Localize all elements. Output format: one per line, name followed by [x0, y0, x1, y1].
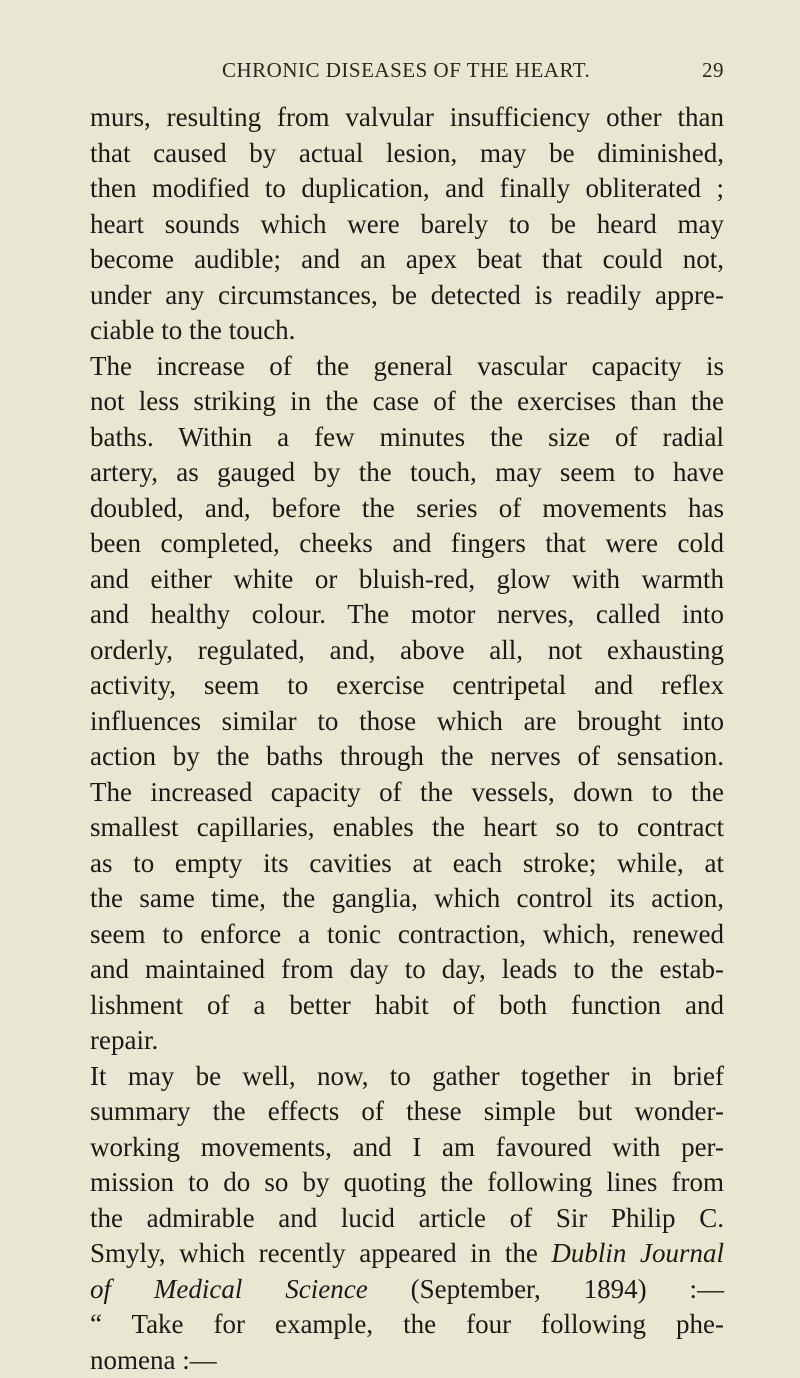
text-line: mission to do so by quoting the following lines from — [90, 1165, 724, 1201]
line-text: Smyly, which recently appeared in the — [90, 1238, 551, 1268]
text-line: the admirable and lucid article of Sir Philip C. — [90, 1201, 724, 1237]
text-line: murs, resulting from valvular insufficiency other than — [90, 100, 724, 136]
text-line: activity, seem to exercise centripetal and reflex — [90, 668, 724, 704]
line-text: (September, 1894) :— — [368, 1274, 724, 1304]
text-line: “ Take for example, the four following phe- — [90, 1307, 724, 1343]
text-line: and either white or bluish-red, glow with warmth — [90, 562, 724, 598]
text-line: lishment of a better habit of both function and — [90, 988, 724, 1024]
text-line: The increased capacity of the vessels, down to the — [90, 775, 724, 811]
text-line: and healthy colour. The motor nerves, called into — [90, 597, 724, 633]
running-head — [90, 58, 724, 84]
text-line: that caused by actual lesion, may be diminished, — [90, 136, 724, 172]
text-line: then modified to duplication, and finally obliterated ; — [90, 171, 724, 207]
text-line: heart sounds which were barely to be heard may — [90, 207, 724, 243]
text-line: under any circumstances, be detected is readily appre- — [90, 278, 724, 314]
text-line: artery, as gauged by the touch, may seem to have — [90, 455, 724, 491]
text-line: the same time, the ganglia, which control its action, — [90, 881, 724, 917]
text-line: orderly, regulated, and, above all, not exhausting — [90, 633, 724, 669]
text-line: as to empty its cavities at each stroke; while, at — [90, 846, 724, 882]
text-line — [90, 1272, 724, 1308]
text-line: nomena :— — [90, 1343, 724, 1378]
page-number: 29 — [702, 58, 724, 83]
text-line: not less striking in the case of the exercises than the — [90, 384, 724, 420]
body-text — [90, 100, 724, 1378]
text-line: The increase of the general vascular capacity is — [90, 349, 724, 385]
text-line: and maintained from day to day, leads to the estab- — [90, 952, 724, 988]
text-line: summary the effects of these simple but wonder- — [90, 1094, 724, 1130]
text-line: become audible; and an apex beat that could not, — [90, 242, 724, 278]
text-line: smallest capillaries, enables the heart so to contract — [90, 810, 724, 846]
running-title: CHRONIC DISEASES OF THE HEART. — [222, 58, 590, 83]
text-line: been completed, cheeks and fingers that were cold — [90, 526, 724, 562]
text-line: ciable to the touch. — [90, 313, 724, 349]
text-line: It may be well, now, to gather together in brief — [90, 1059, 724, 1095]
italic-text: Dublin Journal — [551, 1238, 724, 1268]
text-line: influences similar to those which are brought into — [90, 704, 724, 740]
text-line — [90, 1236, 724, 1272]
italic-text: of Medical Science — [90, 1274, 368, 1304]
text-line: working movements, and I am favoured with per- — [90, 1130, 724, 1166]
text-line: seem to enforce a tonic contraction, which, renewed — [90, 917, 724, 953]
text-line: action by the baths through the nerves of sensation. — [90, 739, 724, 775]
text-line: baths. Within a few minutes the size of radial — [90, 420, 724, 456]
text-line: doubled, and, before the series of movements has — [90, 491, 724, 527]
text-line: repair. — [90, 1023, 724, 1059]
